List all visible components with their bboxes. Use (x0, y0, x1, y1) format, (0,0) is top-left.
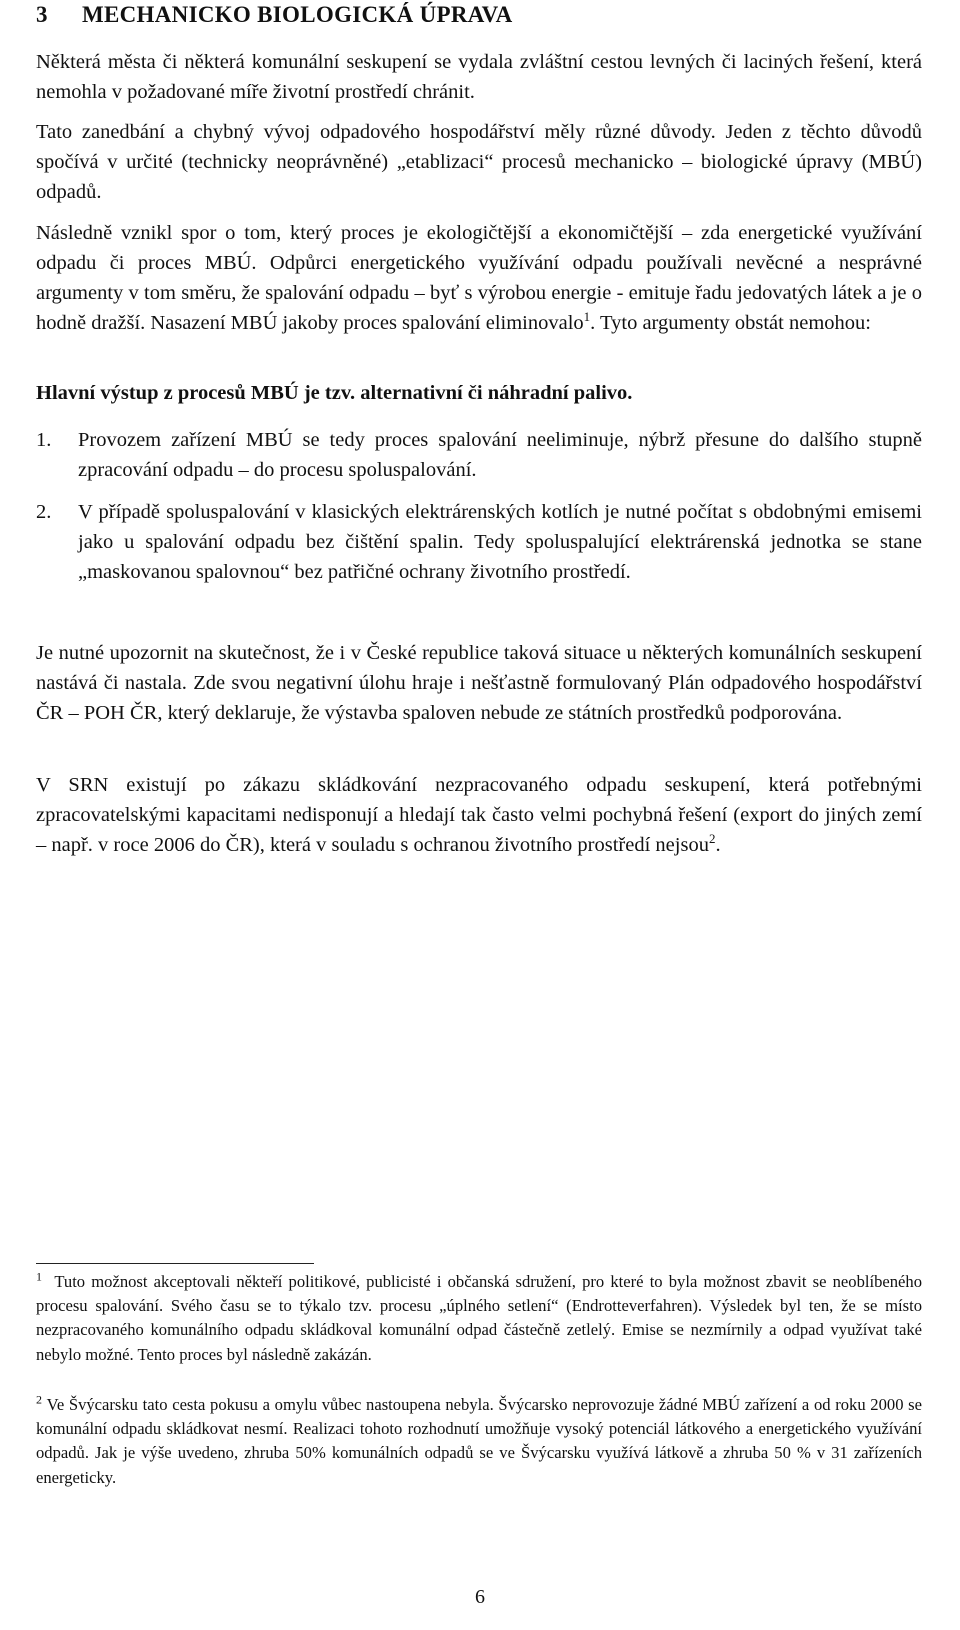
list-number: 2. (36, 501, 52, 523)
paragraph-2 (36, 117, 922, 207)
footnote-text: Tuto možnost akceptovali někteří politikové, publicisté i občanská sdružení, pro které to byla možnost zbavit se neoblíbeného procesu spalování. Svého času se to týkalo tzv. procesu „úplného setlení“ (Endrotteverfahren). Výsledek byl ten, že se místo nezpracovaného komunálního odpadu skládkoval komunální odpad částečně zetlelý. Emise se nezmírnily a odpad využívat také nebylo možné. Tento proces byl následně zakázán. (36, 1272, 922, 1364)
footnote-mark: 2 (36, 1392, 42, 1407)
paragraph-5 (36, 770, 922, 860)
paragraph-3 (36, 218, 922, 338)
paragraph-text: Tato zanedbání a chybný vývoj odpadového hospodářství měly různé důvody. Jeden z těchto důvodů spočívá v určité (technicky neoprávněné) „etablizaci“ procesů mechanicko – biologické úpravy (MBÚ) odpadů. (36, 121, 922, 203)
page-number: 6 (475, 1586, 485, 1608)
paragraph-text (36, 218, 922, 338)
footnote-ref-2: 2 (708, 831, 716, 847)
paragraph-4 (36, 638, 922, 728)
section-heading (36, 2, 922, 28)
list-item-2 (36, 497, 922, 587)
paragraph-5-tail: . (715, 834, 721, 856)
list-number: 1. (36, 429, 52, 451)
bold-statement-text: Hlavní výstup z procesů MBÚ je tzv. alternativní či náhradní palivo. (36, 382, 633, 404)
paragraph-text (36, 770, 922, 860)
paragraph-text: Některá města či některá komunální seskupení se vydala zvláštní cestou levných či laciných řešení, která nemohla v požadované míře životní prostředí chránit. (36, 51, 922, 103)
footnote-mark: 1 (36, 1269, 42, 1284)
bold-statement (36, 378, 922, 408)
section-number: 3 (36, 2, 48, 27)
footnote-text: Ve Švýcarsku tato cesta pokusu a omylu vůbec nastoupena nebyla. Švýcarsko neprovozuje žádné MBÚ zařízení a od roku 2000 se komunální odpadu skládkovat nesmí. Realizaci tohoto rozhodnutí umožňuje vysoký potenciál látkového a energetického využívání odpadů. Jak je výše uvedeno, zhruba 50% komunálních odpadů se ve Švýcarsku využívá látkově a zhruba 50 % v 31 zařízeních energeticky. (36, 1395, 922, 1487)
footnote-ref-1: 1 (583, 309, 591, 325)
footnote-2 (36, 1393, 922, 1490)
paragraph-5-main: V SRN existují po zákazu skládkování nezpracovaného odpadu seskupení, která potřebnými zpracovatelskými kapacitami nedisponují a hledají tak často velmi pochybná řešení (export do jiných zemí – např. v roce 2006 do ČR), která v souladu s ochranou životního prostředí nejsou (36, 774, 922, 856)
paragraph-3-main: Následně vznikl spor o tom, který proces je ekologičtější a ekonomičtější – zda energetické využívání odpadu či proces MBÚ. Odpůrci energetického využívání odpadu používali nevěcné a nesprávné argumenty v tom směru, že spalování odpadu – byť s výrobou energie - emituje řadu jedovatých látek a je o hodně dražší. Nasazení MBÚ jakoby proces spalování eliminovalo (36, 222, 922, 334)
list-item-1 (36, 425, 922, 485)
list-text: Provozem zařízení MBÚ se tedy proces spalování neeliminuje, nýbrž přesune do dalšího stupně zpracování odpadu – do procesu spoluspalování. (78, 429, 922, 481)
footnote-separator (36, 1263, 314, 1264)
paragraph-3-tail: . Tyto argumenty obstát nemohou: (590, 312, 871, 334)
list-text: V případě spoluspalování v klasických elektrárenských kotlích je nutné počítat s obdobnými emisemi jako u spalování odpadu bez čištění spalin. Tedy spoluspalující elektrárenská jednotka se stane „maskovanou spalovnou“ bez patřičné ochrany životního prostředí. (78, 501, 922, 583)
section-title: MECHANICKO BIOLOGICKÁ ÚPRAVA (82, 2, 513, 27)
footnote-1 (36, 1270, 922, 1367)
paragraph-1 (36, 47, 922, 107)
paragraph-text: Je nutné upozornit na skutečnost, že i v České republice taková situace u některých komunálních seskupení nastává či nastala. Zde svou negativní úlohu hraje i nešťastně formulovaný Plán odpadového hospodářství ČR – POH ČR, který deklaruje, že výstavba spaloven nebude ze státních prostředků podporována. (36, 642, 922, 724)
